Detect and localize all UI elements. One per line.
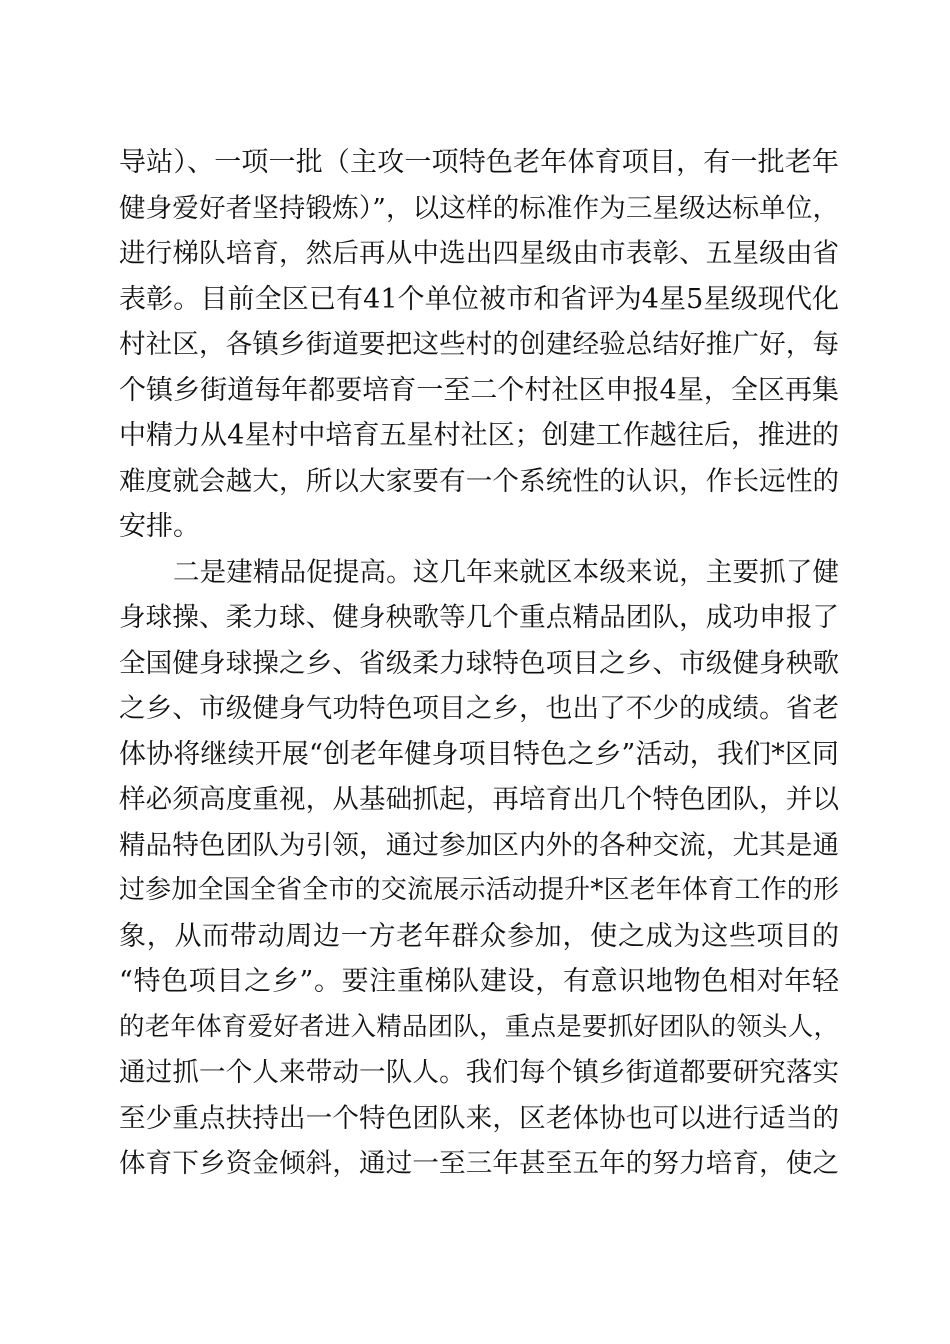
text-line: 体协将继续开展“创老年健身项目特色之乡”活动，我们*区同 xyxy=(119,738,839,770)
text-line: 精品特色团队为引领，通过参加区内外的各种交流，尤其是通 xyxy=(119,829,839,861)
text-line: 导站）、一项一批（主攻一项特色老年体育项目，有一批老年 xyxy=(119,147,839,178)
text-line: 样必须高度重视，从基础抓起，再培育出几个特色团队，并以 xyxy=(119,784,839,815)
text-line: 健身爱好者坚持锻炼）”，以这样的标准作为三星级达标单位， xyxy=(119,192,839,224)
text-line: 体育下乡资金倾斜，通过一至三年甚至五年的努力培育，使之 xyxy=(119,1148,839,1179)
text-line: 过参加全国全省全市的交流展示活动提升*区老年体育工作的形 xyxy=(119,875,839,905)
text-line: 个镇乡街道每年都要培育一至二个村社区申报4星，全区再集 xyxy=(119,374,839,406)
text-line: 之乡、市级健身气功特色项目之乡，也出了不少的成绩。省老 xyxy=(119,693,839,724)
text-line: 全国健身球操之乡、省级柔力球特色项目之乡、市级健身秧歌 xyxy=(119,647,839,679)
text-line: 至少重点扶持出一个特色团队来，区老体协也可以进行适当的 xyxy=(119,1102,839,1134)
text-line: 的老年体育爱好者进入精品团队，重点是要抓好团队的领头人， xyxy=(119,1011,839,1042)
text-line: 进行梯队培育，然后再从中选出四星级由市表彰、五星级由省 xyxy=(119,238,839,269)
text-line: 难度就会越大，所以大家要有一个系统性的认识，作长远性的 xyxy=(119,465,839,497)
paragraph-end-line: 安排。 xyxy=(119,511,200,542)
text-line: “特色项目之乡”。要注重梯队建设，有意识地物色相对年轻 xyxy=(119,966,839,997)
text-line: 村社区，各镇乡街道要把这些村的创建经验总结好推广好，每 xyxy=(119,329,839,360)
text-line: 通过抓一个人来带动一队人。我们每个镇乡街道都要研究落实 xyxy=(119,1057,839,1088)
body-text xyxy=(119,140,839,1187)
text-line: 象，从而带动周边一方老年群众参加，使之成为这些项目的 xyxy=(119,920,839,952)
paragraph-start-line: 二是建精品促提高。这几年来就区本级来说，主要抓了健 xyxy=(173,556,839,588)
text-line: 身球操、柔力球、健身秧歌等几个重点精品团队，成功申报了 xyxy=(119,602,839,633)
text-line: 中精力从4星村中培育五星村社区；创建工作越往后，推进的 xyxy=(119,420,839,451)
text-line: 表彰。目前全区已有41个单位被市和省评为4星5星级现代化 xyxy=(119,283,839,315)
